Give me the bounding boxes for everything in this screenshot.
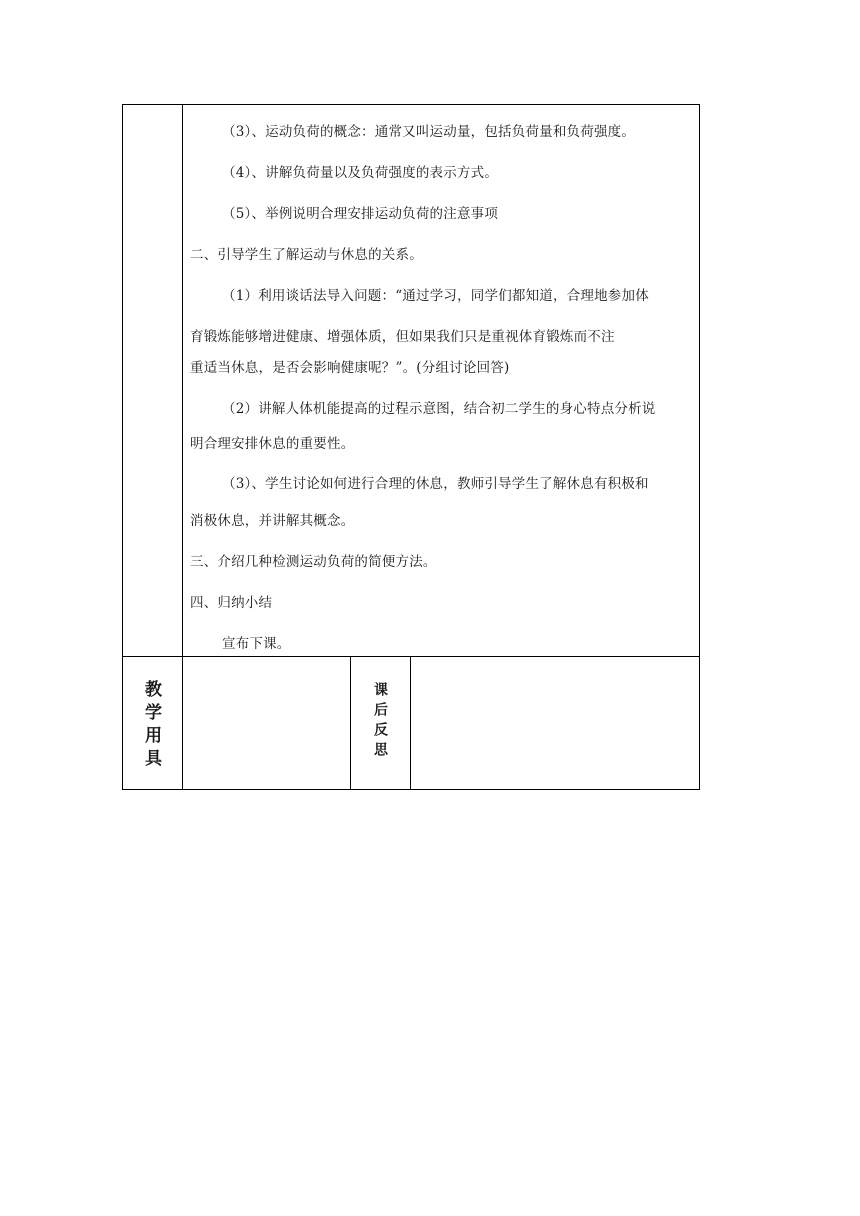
content-line-1: （3）、运动负荷的概念：通常又叫运动量，包括负荷量和负荷强度。 — [222, 124, 636, 140]
section-heading-2: 二、引导学生了解运动与休息的关系。 — [190, 247, 423, 263]
teaching-tools-cell — [184, 658, 348, 788]
after-class-reflection-cell — [412, 658, 698, 788]
content-line-11: 消极休息，并讲解其概念。 — [190, 513, 355, 529]
table-row-divider — [122, 656, 700, 657]
content-line-9: 明合理安排休息的重要性。 — [190, 436, 355, 452]
table-footer-divider-1 — [350, 656, 351, 790]
content-line-5: （1）利用谈话法导入问题：“通过学习，同学们都知道，合理地参加体 — [222, 288, 649, 304]
content-line-6: 育锻炼能够增进健康、增强体质，但如果我们只是重视体育锻炼而不注 — [190, 329, 615, 345]
section-heading-3: 三、介绍几种检测运动负荷的简便方法。 — [190, 554, 437, 570]
teaching-tools-label: 教学用具 — [141, 680, 161, 772]
section-heading-4: 四、归纳小结 — [190, 595, 273, 611]
content-line-2: （4）、讲解负荷量以及负荷强度的表示方式。 — [222, 165, 499, 181]
table-column-divider-left — [182, 104, 183, 790]
content-line-7: 重适当休息，是否会影响健康呢？”。(分组讨论回答) — [190, 360, 510, 376]
content-line-8: （2）讲解人体机能提高的过程示意图，结合初二学生的身心特点分析说 — [222, 401, 656, 417]
after-class-reflection-label: 课后反思 — [372, 682, 388, 762]
content-line-10: （3）、学生讨论如何进行合理的休息，教师引导学生了解休息有积极和 — [222, 476, 649, 492]
content-line-14: 宣布下课。 — [222, 636, 291, 652]
content-line-3: （5）、举例说明合理安排运动负荷的注意事项 — [222, 206, 499, 222]
table-footer-divider-2 — [410, 656, 411, 790]
